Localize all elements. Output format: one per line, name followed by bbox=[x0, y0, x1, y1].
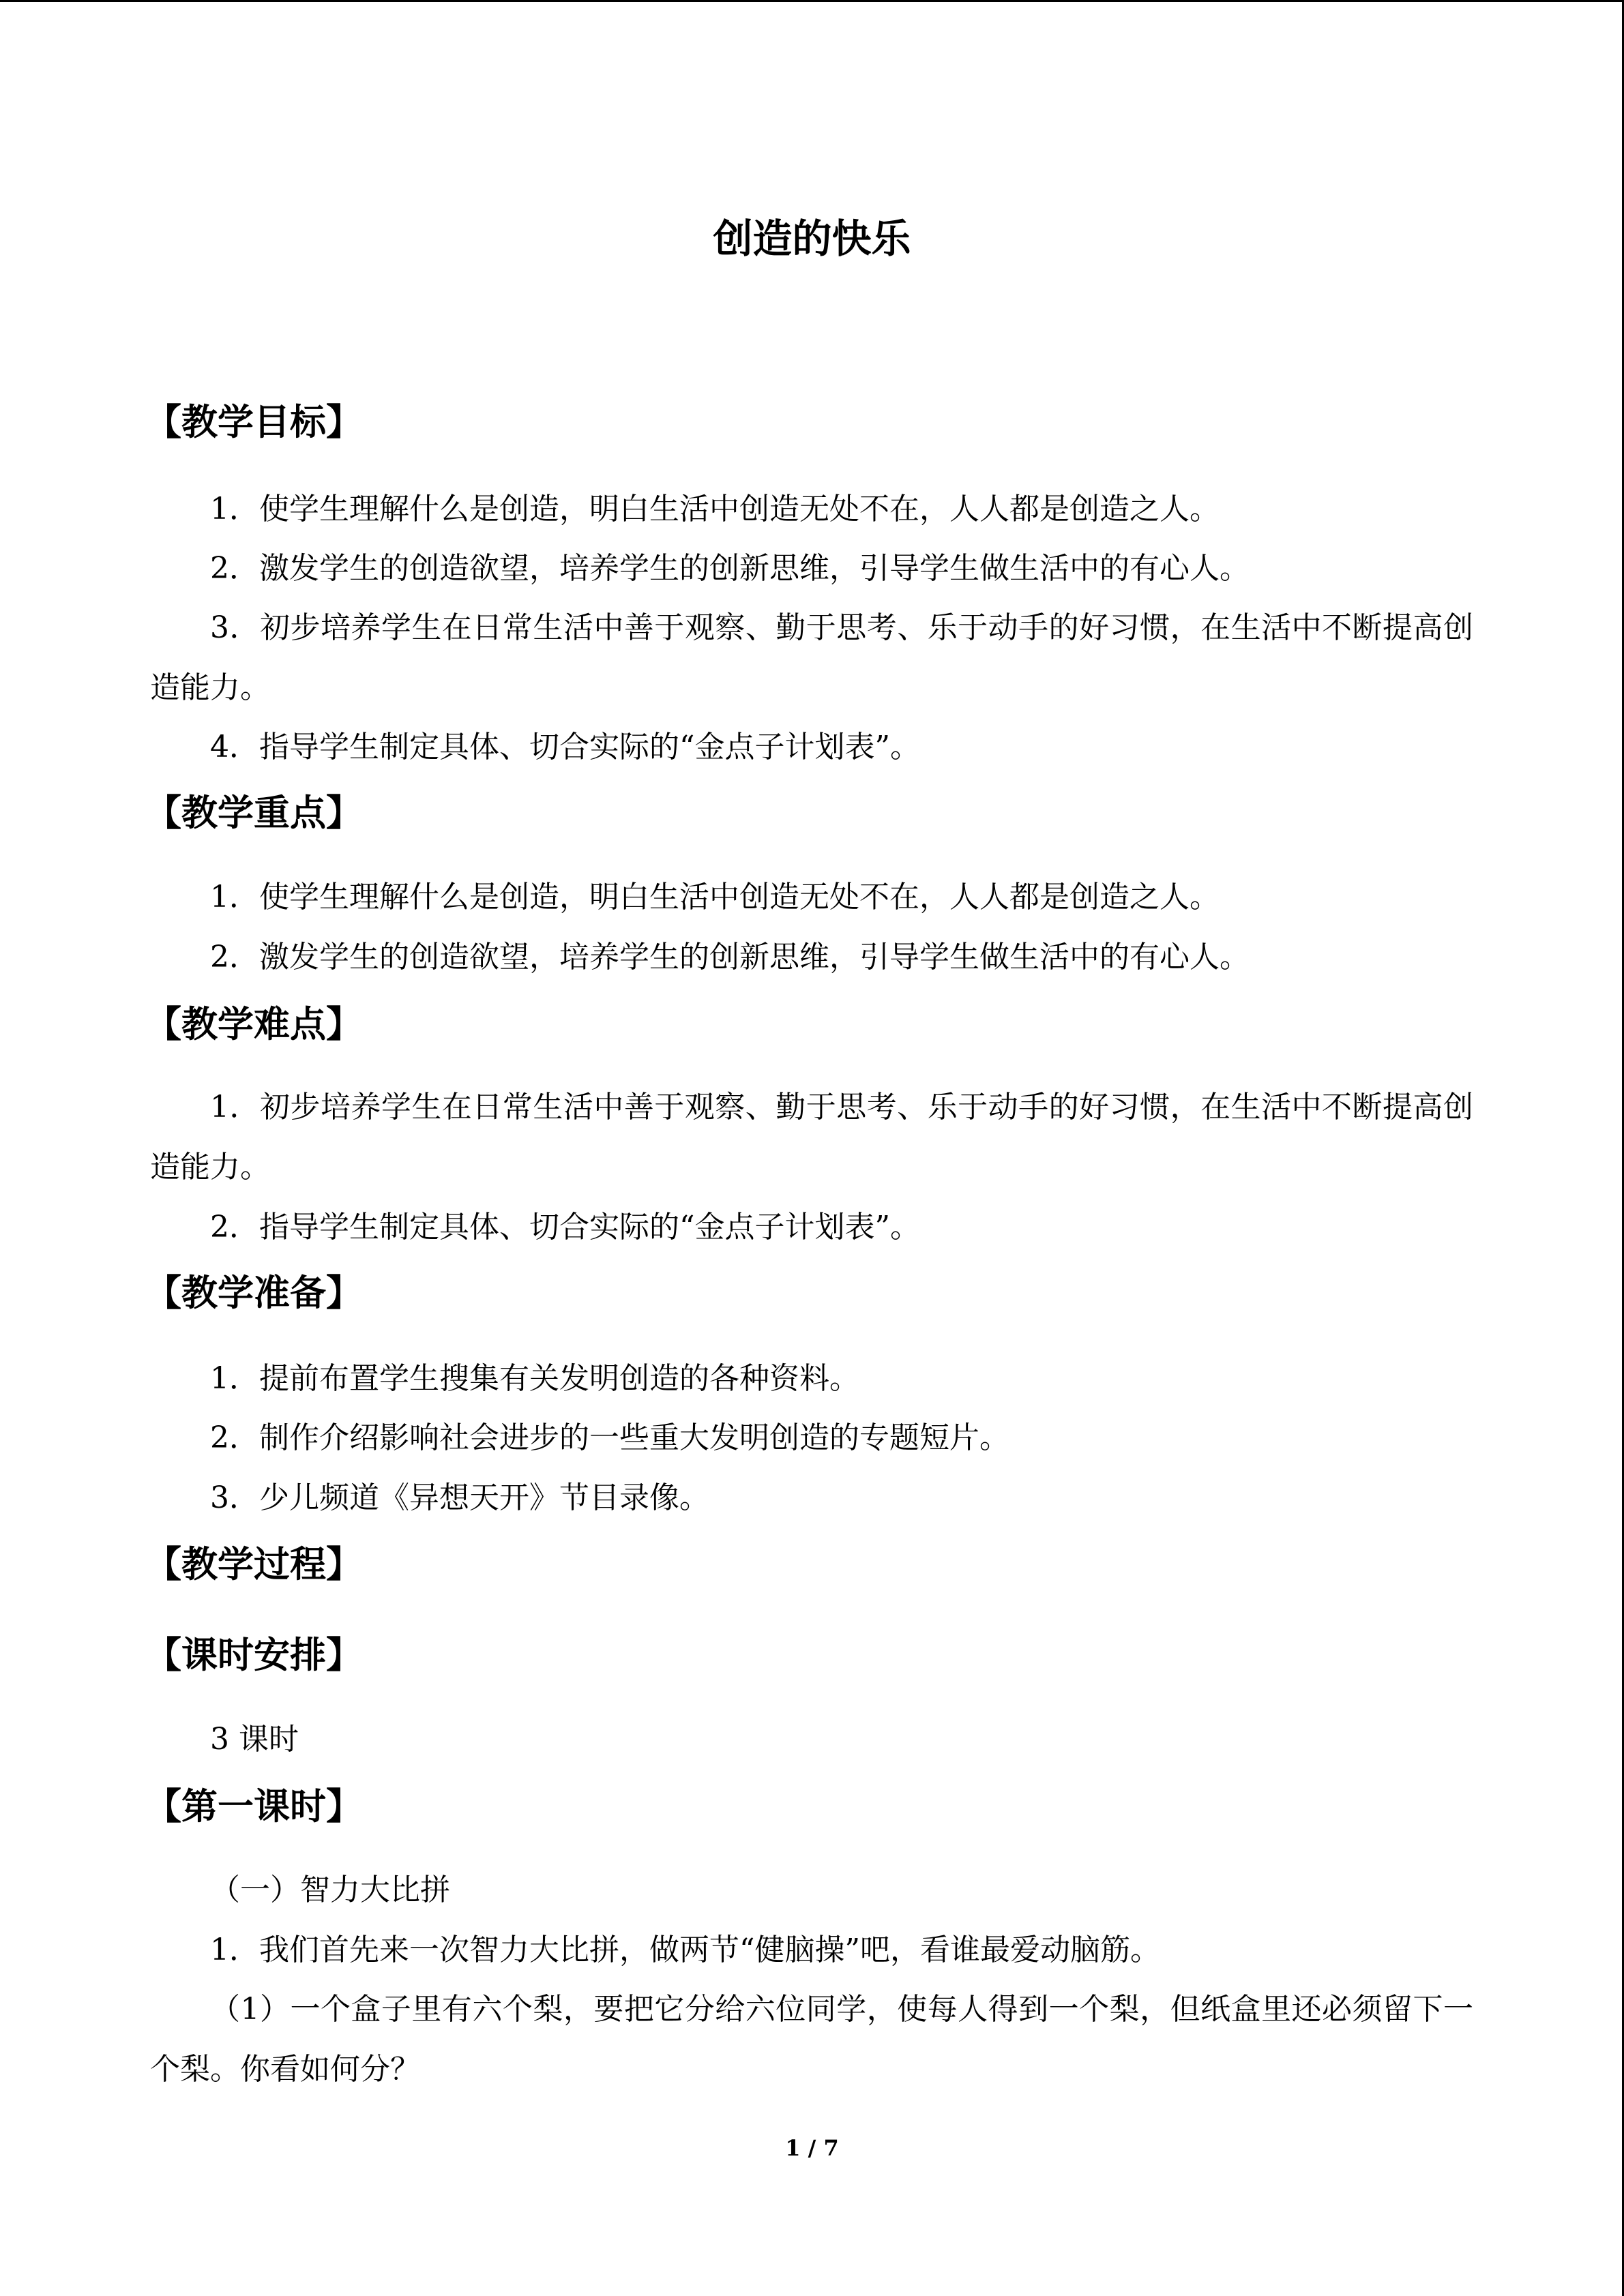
document-title: 创造的快乐 bbox=[713, 215, 911, 262]
objective-item: 2．激发学生的创造欲望，培养学生的创新思维，引导学生做生活中的有心人。 bbox=[210, 551, 1250, 586]
key-point-item: 2．激发学生的创造欲望，培养学生的创新思维，引导学生做生活中的有心人。 bbox=[210, 940, 1250, 974]
objective-item: 3．初步培养学生在日常生活中善于观察、勤于思考、乐于动手的好习惯，在生活中不断提高创造能力。 bbox=[150, 610, 1473, 705]
difficulty-item: 2．指导学生制定具体、切合实际的“金点子计划表”。 bbox=[210, 1210, 920, 1244]
objective-item: 1．使学生理解什么是创造，明白生活中创造无处不在，人人都是创造之人。 bbox=[210, 492, 1220, 526]
difficulty-item: 1．初步培养学生在日常生活中善于观察、勤于思考、乐于动手的好习惯，在生活中不断提高创造能力。 bbox=[150, 1090, 1473, 1184]
objective-item: 4．指导学生制定具体、切合实际的“金点子计划表”。 bbox=[210, 730, 920, 764]
heading-process: 【教学过程】 bbox=[145, 1544, 362, 1585]
schedule-text: 3 课时 bbox=[210, 1722, 299, 1757]
heading-key-points: 【教学重点】 bbox=[145, 792, 362, 834]
heading-schedule: 【课时安排】 bbox=[145, 1635, 362, 1676]
preparation-item: 1．提前布置学生搜集有关发明创造的各种资料。 bbox=[210, 1361, 859, 1396]
heading-difficulties: 【教学难点】 bbox=[145, 1004, 362, 1045]
lesson-one-item: 1．我们首先来一次智力大比拼，做两节“健脑操”吧，看谁最爱动脑筋。 bbox=[210, 1933, 1160, 1967]
heading-lesson-one: 【第一课时】 bbox=[145, 1786, 362, 1828]
preparation-item: 3．少儿频道《异想天开》节目录像。 bbox=[210, 1480, 709, 1515]
heading-objectives: 【教学目标】 bbox=[145, 402, 362, 443]
lesson-one-item: （1）一个盒子里有六个梨，要把它分给六位同学，使每人得到一个梨，但纸盒里还必须留下一个梨。你看如何分？ bbox=[150, 1992, 1473, 2087]
lesson-one-item: （一）智力大比拼 bbox=[210, 1873, 450, 1907]
preparation-item: 2．制作介绍影响社会进步的一些重大发明创造的专题短片。 bbox=[210, 1420, 1009, 1455]
page-number: 1 / 7 bbox=[785, 2135, 839, 2161]
page-border-top bbox=[0, 0, 1624, 2]
heading-preparation: 【教学准备】 bbox=[145, 1272, 362, 1314]
key-point-item: 1．使学生理解什么是创造，明白生活中创造无处不在，人人都是创造之人。 bbox=[210, 880, 1220, 914]
